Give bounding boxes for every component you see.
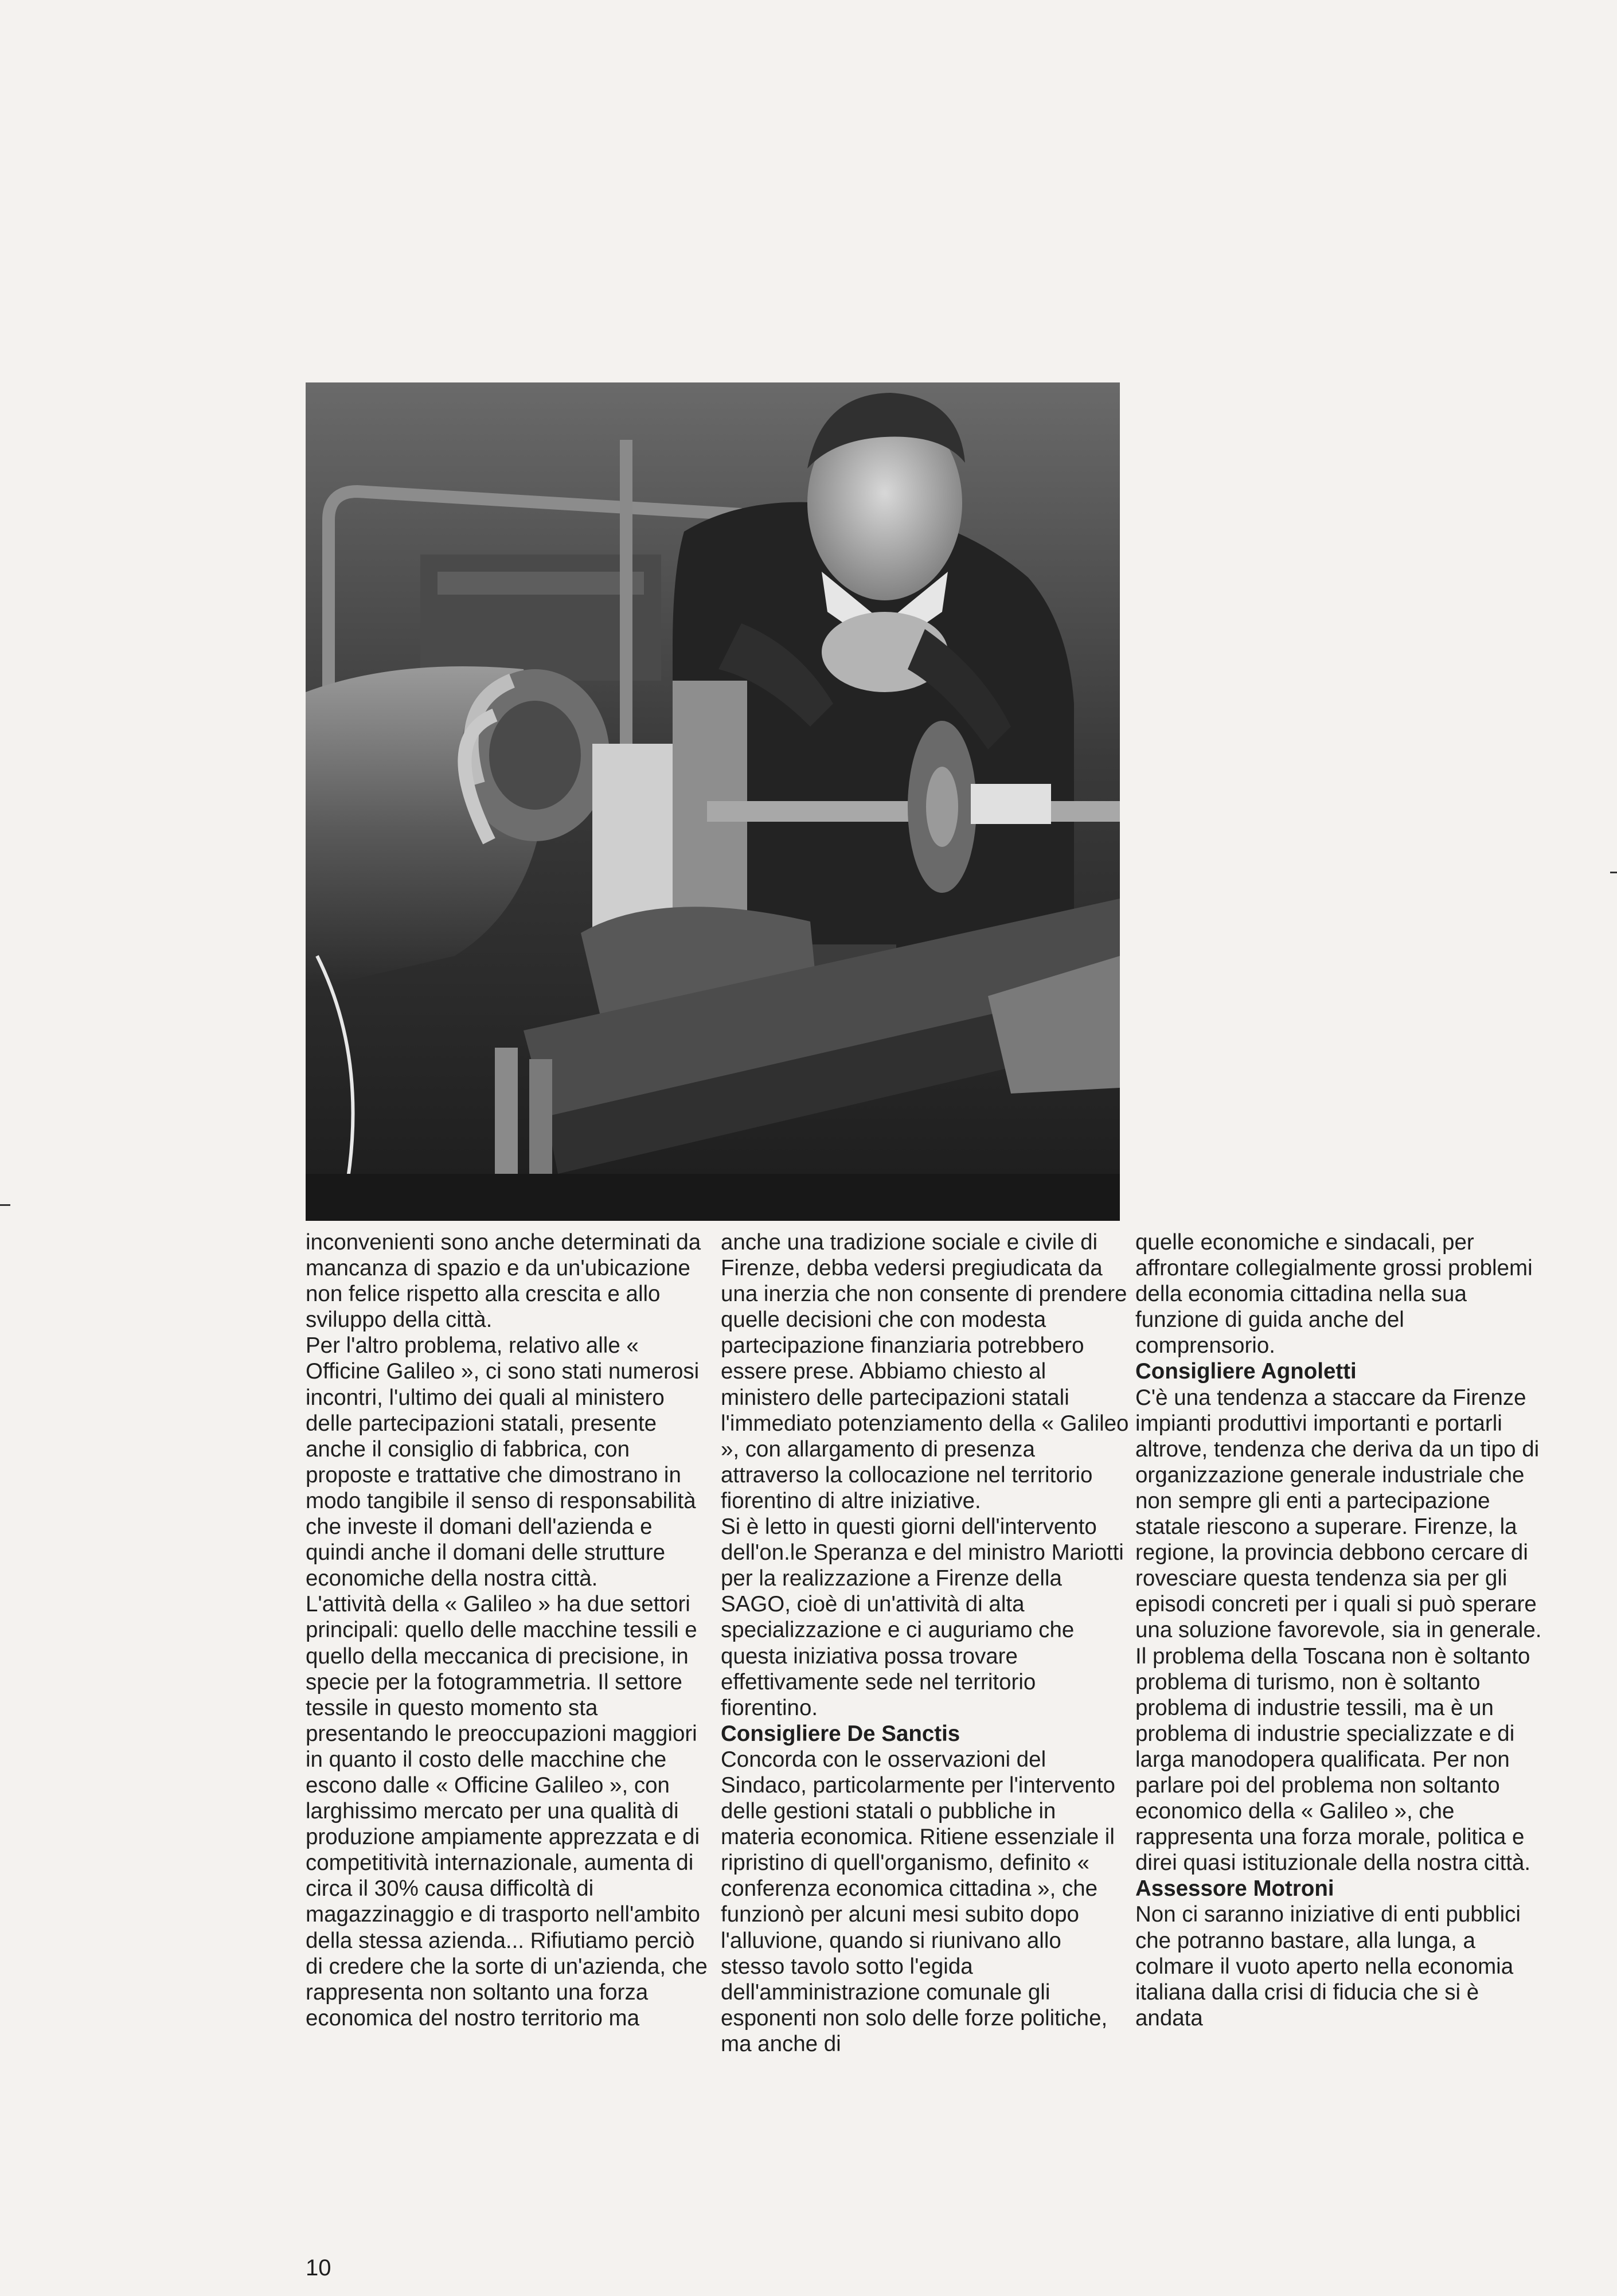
paragraph: anche una tradizione sociale e civile di Firenze, debba vedersi pregiudicata da una inerzia che non consente di prendere quelle decisioni che con modesta partecipazione finanziaria potrebbero essere prese. Abbiamo chiesto al ministero delle partecipazioni statali l'immediato potenziamento della « Galileo », con allargamento di presenza attraverso la collocazione nel territorio fiorentino di altre iniziative. (721, 1230, 1129, 1513)
text-column-2 (721, 1229, 1129, 2057)
photo-man-operating-lathe-icon (306, 382, 1120, 1221)
paragraph: C'è una tendenza a staccare da Firenze impianti produttivi importanti e portarli altrove, tendenza che deriva da un tipo di organizzazione generale industriale che non sempre gli enti a partecipazione statale riescono a superare. Firenze, la regione, la provincia debbono cercare di rovesciare questa tendenza sia per gli episodi concreti per i quali si può sperare una soluzione favorevole, sia in generale. Il problema della Toscana non è soltanto problema di turismo, non è soltanto problema di industrie tessili, ma è un problema di industrie specializzate e di larga manodopera qualificata. Per non parlare poi del problema non soltanto economico della « Galileo », che rappresenta una forza morale, politica e direi quasi istituzionale della nostra città. (1135, 1385, 1542, 1876)
text-column-3 (1135, 1229, 1544, 2031)
paragraph: quelle economiche e sindacali, per affrontare collegialmente grossi problemi della economia cittadina nella sua funzione di guida anche del comprensorio. (1135, 1230, 1533, 1358)
paragraph: Per l'altro problema, relativo alle « Officine Galileo », ci sono stati numerosi incontri, l'ultimo dei quali al ministero delle partecipazioni statali, presente anche il consiglio di fabbrica, con proposte e trattative che dimostrano in modo tangibile il senso di responsabilità che investe il domani dell'azienda e quindi anche il domani delle strutture economiche della nostra città. (306, 1333, 700, 1591)
section-heading: Assessore Motroni (1135, 1876, 1334, 1901)
paragraph: L'attività della « Galileo » ha due settori principali: quello delle macchine tessili e quello della meccanica di precisione, in specie per la fotogrammetria. Il settore tessile in questo momento sta presentando le preoccupazioni maggiori in quanto il costo delle macchine che escono dalle « Officine Galileo », con larghissimo mercato per una qualità di produzione ampiamente apprezzata e di competitività internazionale, aumenta di circa il 30% causa difficoltà di magazzinaggio e di trasporto nell'ambito della stessa azienda... Rifiutiamo perciò di credere che la sorte di un'azienda, che rappresenta non soltanto una forza economica del nostro territorio ma (306, 1592, 708, 2031)
page-number: 10 (306, 2255, 331, 2281)
paragraph: Concorda con le osservazioni del Sindaco, particolarmente per l'intervento delle gestioni statali o pubbliche in materia economica. Ritiene essenziale il ripristino di quell'organismo, definito « conferenza economica cittadina », che funzionò per alcuni mesi subito dopo l'alluvione, quando si riunivano allo stesso tavolo sotto l'egida dell'amministrazione comunale gli esponenti non solo delle forze politiche, ma anche di (721, 1747, 1115, 2056)
section-heading: Consigliere De Sanctis (721, 1721, 960, 1746)
paragraph: Non ci saranno iniziative di enti pubblici che potranno bastare, alla lunga, a colmare il vuoto aperto nella economia italiana dalla crisi di fiducia che si è andata (1135, 1902, 1521, 2031)
photo (306, 382, 1120, 1221)
paragraph: inconvenienti sono anche determinati da mancanza di spazio e da un'ubicazione non felice rispetto alla crescita e allo sviluppo della città. (306, 1230, 701, 1333)
section-heading: Consigliere Agnoletti (1135, 1359, 1357, 1384)
text-column-1 (306, 1229, 714, 2031)
edge-mark (1610, 872, 1617, 873)
paragraph: Si è letto in questi giorni dell'intervento dell'on.le Speranza e del ministro Mariotti per la realizzazione a Firenze della SAGO, cioè di un'attività di alta specializzazione e ci auguriamo che questa iniziativa possa trovare effettivamente sede nel territorio fiorentino. (721, 1514, 1124, 1720)
edge-mark (0, 1204, 10, 1206)
